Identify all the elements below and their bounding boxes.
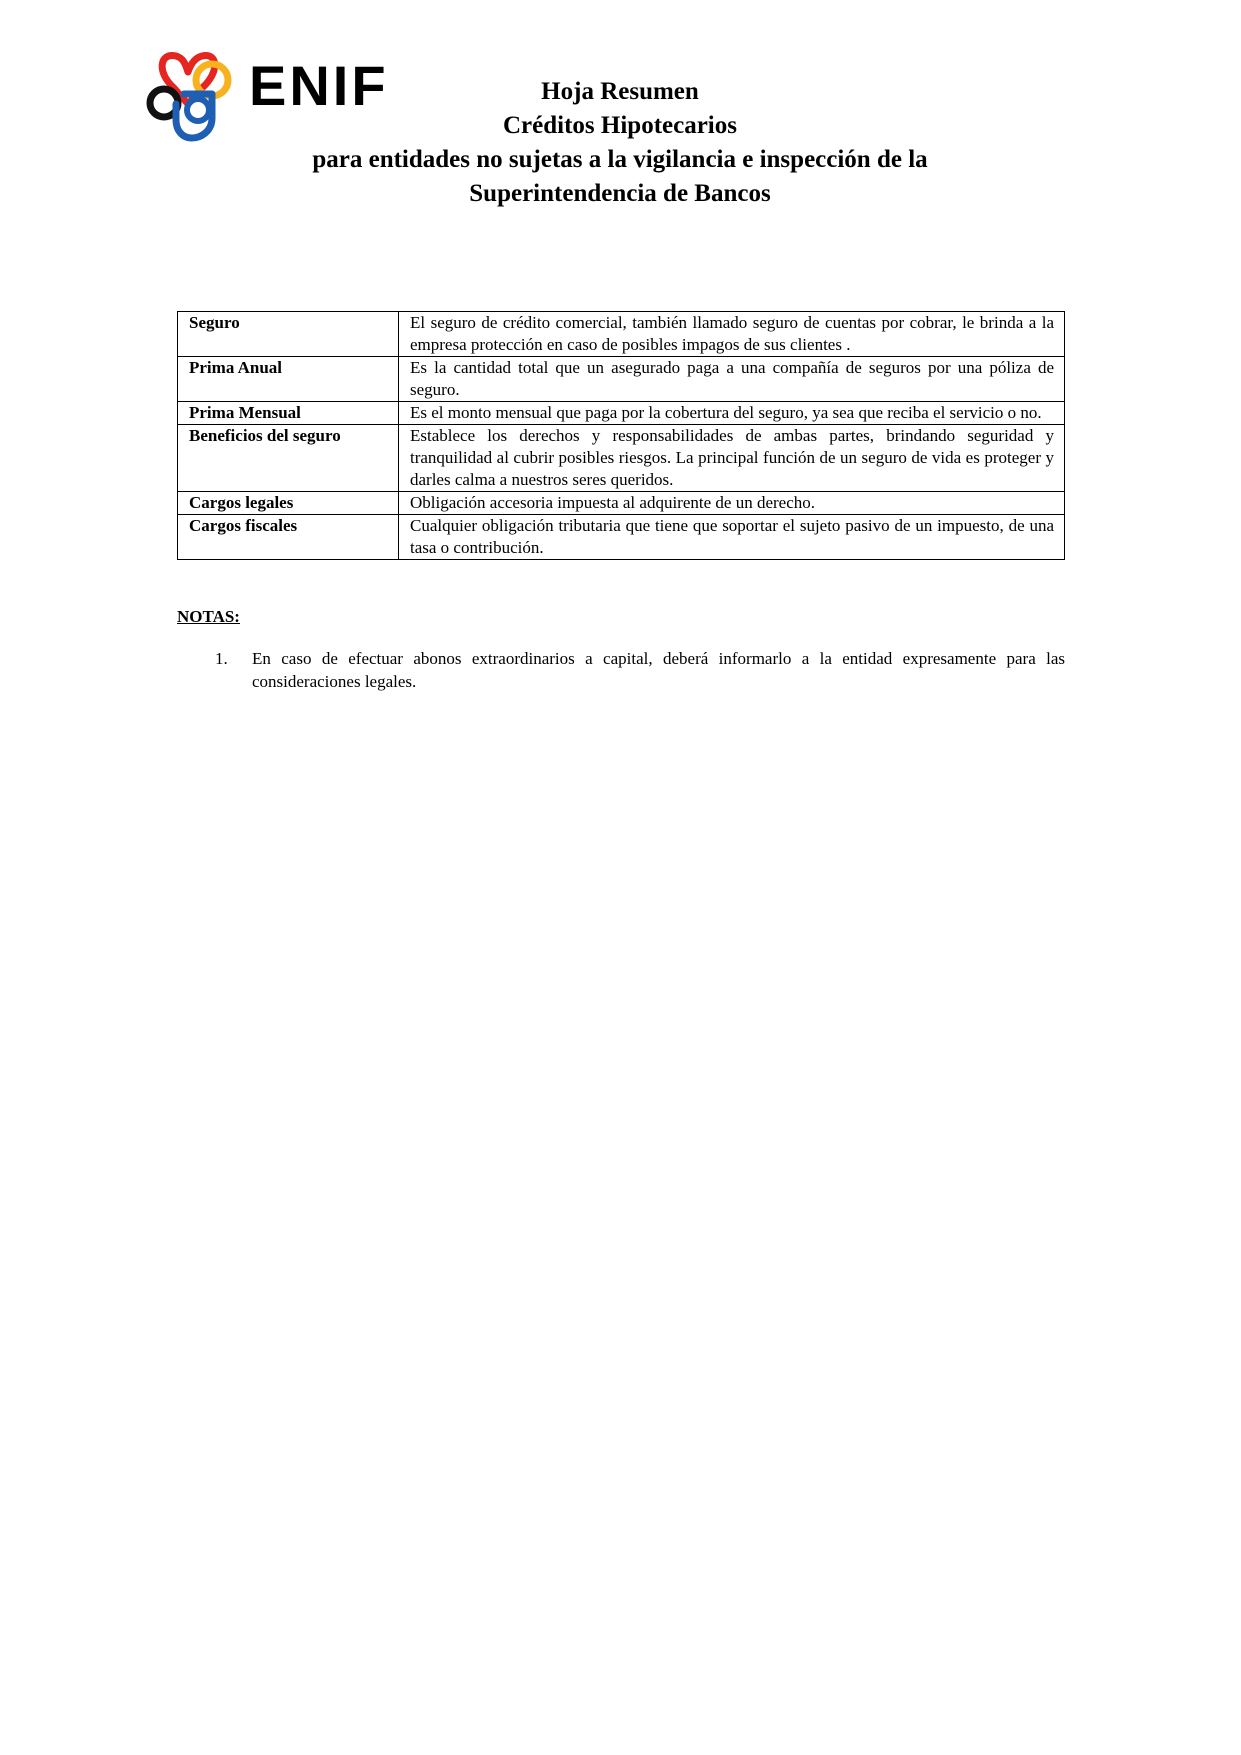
definition-cell: Es la cantidad total que un asegurado paga a una compañía de seguros por una póliza de seguro. bbox=[399, 357, 1065, 402]
title-line-1: Hoja Resumen bbox=[541, 78, 699, 105]
definitions-table bbox=[177, 311, 1065, 560]
notes-heading: NOTAS: bbox=[177, 607, 240, 626]
document-title bbox=[200, 75, 1040, 211]
term-cell: Prima Anual bbox=[178, 357, 399, 402]
title-line-2: Créditos Hipotecarios bbox=[503, 112, 737, 139]
term-cell: Cargos legales bbox=[178, 492, 399, 515]
notes-list bbox=[215, 647, 1065, 693]
table-row bbox=[178, 312, 1065, 357]
logo-wordmark: ENIF bbox=[249, 54, 389, 117]
title-line-3: para entidades no sujetas a la vigilancia e inspección de la bbox=[312, 146, 928, 173]
note-number: 1. bbox=[215, 649, 228, 668]
definition-cell: Cualquier obligación tributaria que tiene que soportar el sujeto pasivo de un impuesto, de una tasa o contribución. bbox=[399, 515, 1065, 560]
table-row bbox=[178, 402, 1065, 425]
term-cell: Beneficios del seguro bbox=[178, 425, 399, 492]
table-row bbox=[178, 492, 1065, 515]
note-text: En caso de efectuar abonos extraordinarios a capital, deberá informarlo a la entidad expresamente para las consideraciones legales. bbox=[252, 649, 1065, 691]
definition-cell: Establece los derechos y responsabilidades de ambas partes, brindando seguridad y tranquilidad al cubrir posibles riesgos. La principal función de un seguro de vida es proteger y darles calma a nuestros seres queridos. bbox=[399, 425, 1065, 492]
term-cell: Prima Mensual bbox=[178, 402, 399, 425]
definition-cell: Obligación accesoria impuesta al adquirente de un derecho. bbox=[399, 492, 1065, 515]
definition-cell: El seguro de crédito comercial, también llamado seguro de cuentas por cobrar, le brinda a la empresa protección en caso de posibles impagos de sus clientes . bbox=[399, 312, 1065, 357]
table-row bbox=[178, 515, 1065, 560]
definition-cell: Es el monto mensual que paga por la cobertura del seguro, ya sea que reciba el servicio o no. bbox=[399, 402, 1065, 425]
list-item bbox=[215, 647, 1065, 693]
term-cell: Seguro bbox=[178, 312, 399, 357]
term-cell: Cargos fiscales bbox=[178, 515, 399, 560]
table-row bbox=[178, 425, 1065, 492]
title-line-4: Superintendencia de Bancos bbox=[469, 180, 771, 207]
table-row bbox=[178, 357, 1065, 402]
